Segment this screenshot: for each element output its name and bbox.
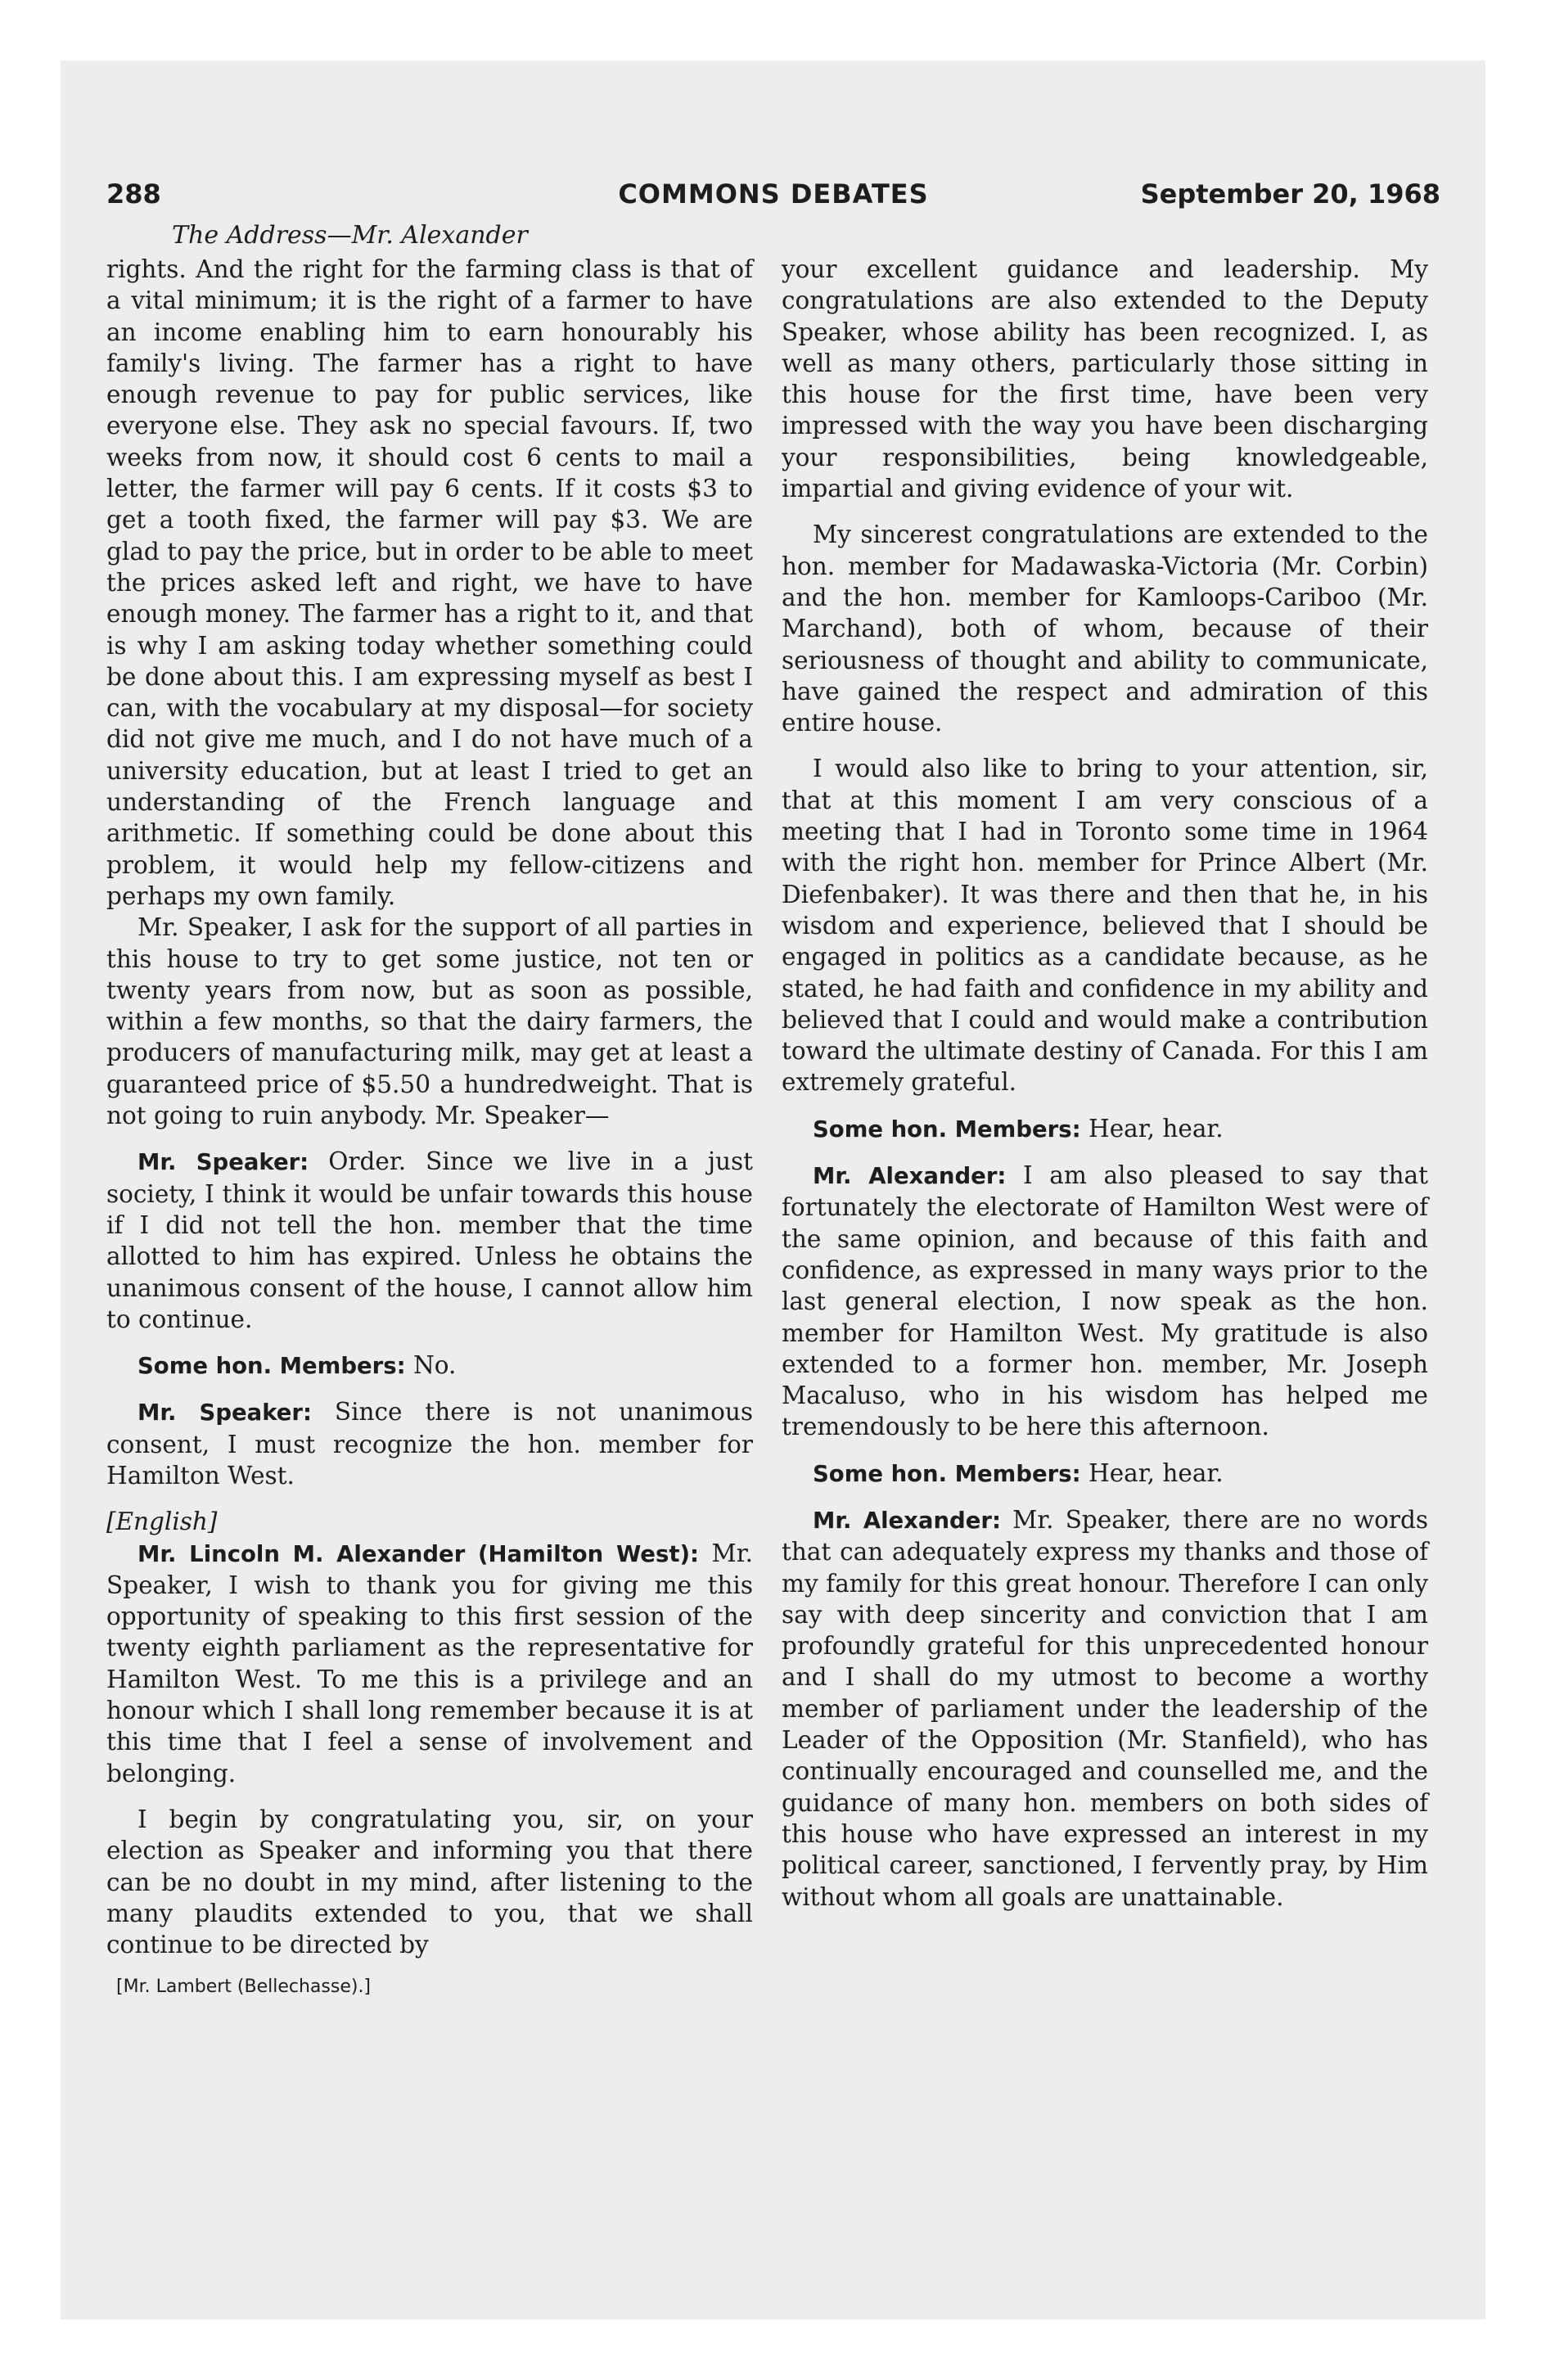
speech-entry — [782, 1504, 1428, 1913]
page-header — [106, 178, 1440, 219]
speaker-name: Mr. Alexander: — [813, 1507, 1001, 1534]
speech-text: Mr. Speaker, I wish to thank you for giving me this opportunity of speaking to this first session of the twenty eighth parliament as the representative for Hamilton West. To me this is a privilege and an honour which I shall long remember because it is at this time that I feel a sense of involvement and belonging. — [106, 1539, 753, 1787]
speaker-name: Mr. Alexander: — [813, 1163, 1007, 1190]
speech-text: No. — [405, 1351, 457, 1380]
right-column — [782, 254, 1428, 1913]
paragraph: My sincerest congratulations are extended to the hon. member for Madawaska-Victoria (Mr. Corbin) and the hon. member for Kamloops-Cariboo (Mr. Marchand), both of whom, because of their seriousness of thought and ability to communicate, have gained the respect and admiration of this entire house. — [782, 521, 1428, 737]
running-head: The Address—Mr. Alexander — [172, 221, 528, 250]
paragraph: rights. And the right for the farming class is that of a vital minimum; it is the right of a farmer to have an income enabling him to earn honourably his family's living. The farmer has a right to have enough revenue to pay for public services, like everyone else. They ask no special favours. If, two weeks from now, it should cost 6 cents to mail a letter, the farmer will pay 6 cents. If it costs $3 to get a tooth fixed, the farmer will pay $3. We are glad to pay the price, but in order to be able to meet the prices asked left and right, we have to have enough money. The farmer has a right to it, and that is why I am asking today whether something could be done about this. I am expressing myself as best I can, with the vocabulary at my disposal—for society did not give me much, and I do not have much of a university education, but at least I tried to get an understanding of the French language and arithmetic. If something could be done about this problem, it would help my fellow-citizens and perhaps my own family. — [106, 255, 753, 910]
language-marker: [English] — [106, 1508, 218, 1536]
paragraph: I would also like to bring to your attention, sir, that at this moment I am very conscious of a meeting that I had in Toronto some time in 1964 with the right hon. member for Prince Albert (Mr. Diefenbaker). It was there and then that he, in his wisdom and experience, believed that I should be engaged in politics as a candidate because, as he stated, he had faith and confidence in my ability and believed that I could and would make a contribution toward the ultimate destiny of Canada. For this I am extremely grateful. — [782, 755, 1428, 1097]
speech-entry — [782, 1113, 1428, 1145]
paragraph: I begin by congratulating you, sir, on your election as Speaker and informing you that there can be no doubt in my mind, after listening to the many plaudits extended to you, that we shall continue to be directed by — [106, 1805, 753, 1959]
speech-entry — [106, 1396, 753, 1491]
speech-text: Order. Since we live in a just society, I think it would be unfair towards this house if I did not tell the hon. member that the time allotted to him has expired. Unless he obtains the unanimous consent of the house, I cannot allow him to continue. — [106, 1147, 753, 1333]
speech-text: Mr. Speaker, there are no words that can adequately express my thanks and those of my family for this great honour. Therefore I can only say with deep sincerity and conviction that I am profoundly grateful for this unprecedented honour and I shall do my utmost to become a worthy member of parliament under the leadership of the Leader of the Opposition (Mr. Stanfield), who has continually encouraged and counselled me, and the guidance of many hon. members on both sides of this house who have expressed an interest in my political career, sanctioned, I fervently pray, by Him without whom all goals are unattainable. — [782, 1505, 1429, 1911]
speech-entry — [106, 1538, 753, 1789]
speaker-name: Mr. Speaker: — [137, 1149, 309, 1176]
paragraph: your excellent guidance and leadership. My congratulations are also extended to the Deputy Speaker, whose ability has been recognized. I, as well as many others, particularly those sitting in this house for the first time, have been very impressed with the way you have been discharging your responsibilities, being knowledgeable, impartial and giving evidence of your wit. — [782, 255, 1428, 503]
speaker-name: Mr. Lincoln M. Alexander (Hamilton West): — [137, 1540, 700, 1567]
speech-entry — [782, 1458, 1428, 1490]
speaker-name: Some hon. Members: — [813, 1460, 1081, 1487]
speech-entry — [106, 1146, 753, 1335]
speech-text: I am also pleased to say that fortunately the electorate of Hamilton West were of the same opinion, and because of this faith and confidence, as expressed in many ways prior to the last general election, I now speak as the hon. member for Hamilton West. My gratitude is also extended to a former hon. member, Mr. Joseph Macaluso, who in his wisdom has helped me tremendously to be here this afternoon. — [782, 1161, 1428, 1441]
page-number: 288 — [106, 178, 161, 210]
speech-text: Since there is not unanimous consent, I must recognize the hon. member for Hamilton West. — [106, 1398, 753, 1490]
speaker-name: Mr. Speaker: — [137, 1400, 312, 1427]
publication-title: COMMONS DEBATES — [618, 178, 929, 210]
left-column — [106, 254, 753, 2004]
speech-text: Hear, hear. — [1080, 1458, 1224, 1487]
paragraph: Mr. Speaker, I ask for the support of all parties in this house to try to get some justice, not ten or twenty years from now, but as soon as possible, within a few months, so that the dairy farmers, the producers of manufacturing milk, may get at least a guaranteed price of $5.50 a hundredweight. That is not going to ruin anybody. Mr. Speaker— — [106, 913, 753, 1130]
speech-text: Hear, hear. — [1080, 1114, 1224, 1143]
issue-date: September 20, 1968 — [1140, 178, 1440, 210]
speaker-name: Some hon. Members: — [813, 1116, 1081, 1143]
speech-entry — [106, 1350, 753, 1382]
footer-note: [Mr. Lambert (Bellechasse).] — [116, 1977, 372, 1998]
speaker-name: Some hon. Members: — [137, 1353, 406, 1380]
speech-entry — [782, 1160, 1428, 1443]
